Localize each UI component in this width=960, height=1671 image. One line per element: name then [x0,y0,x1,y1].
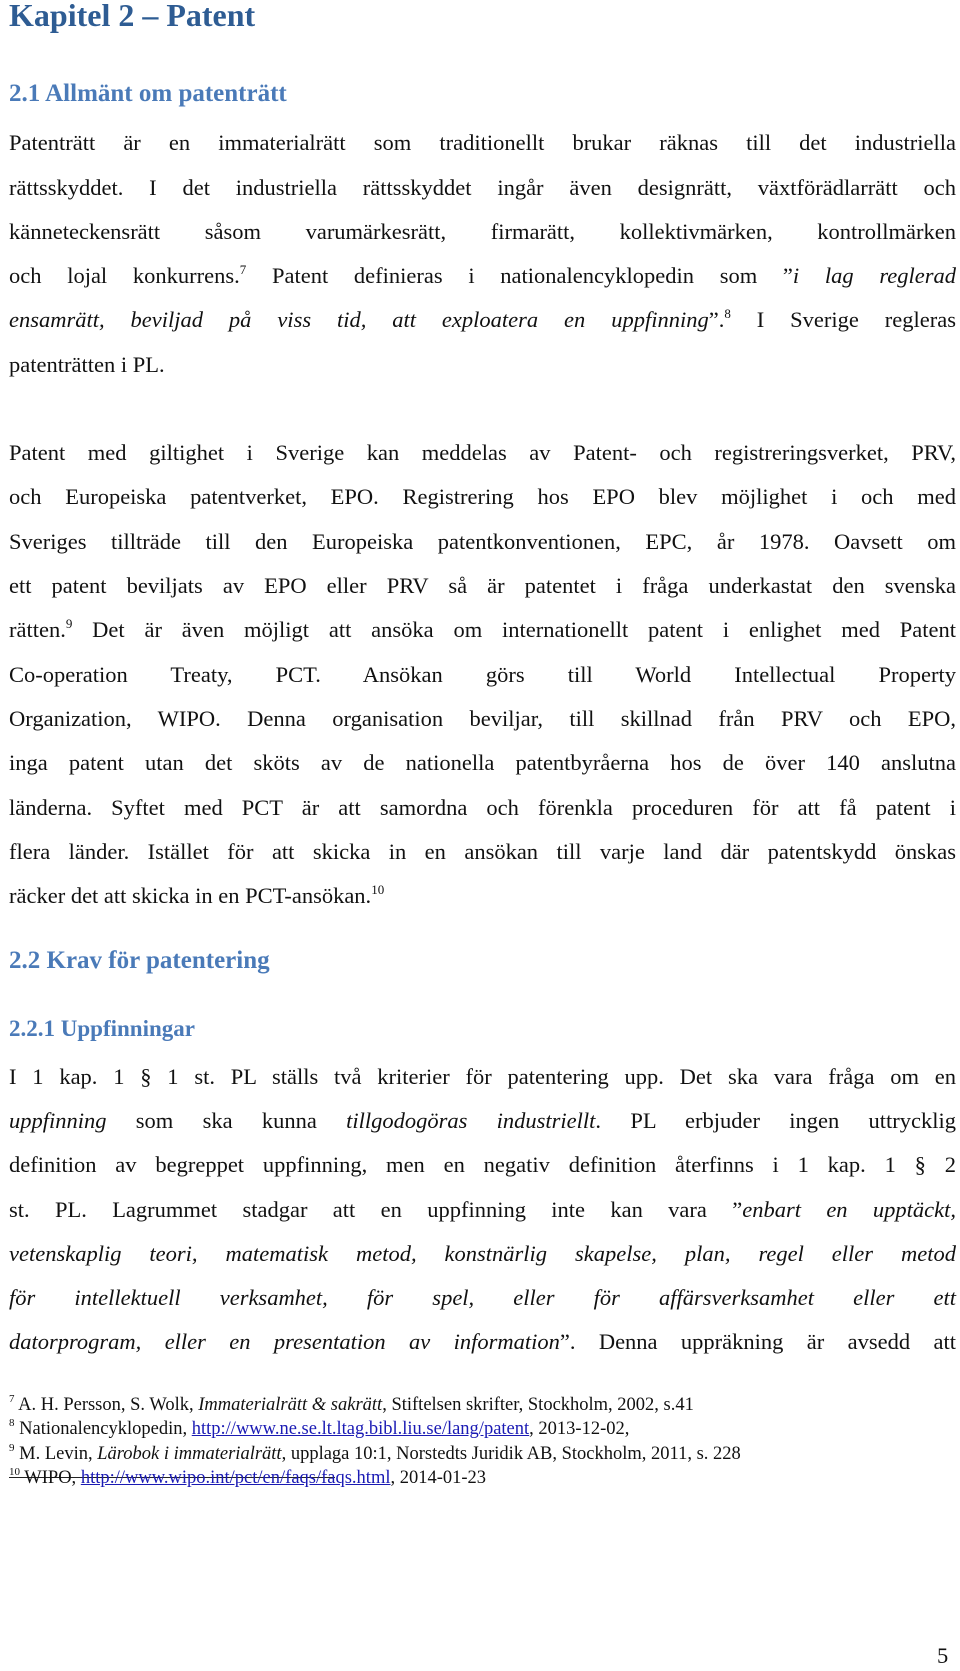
paragraph-line: Patenträtt är en immaterialrätt som traditionellt brukar räknas till det industriella [9,130,956,155]
paragraph-line: datorprogram, eller en presentation av information”. Denna uppräkning är avsedd att [9,1329,956,1354]
footnote-ref: 7 [239,262,247,277]
paragraph-line: räcker det att skicka in en PCT-ansökan.$^{10}$ [9,882,385,908]
section-heading-2-2: 2.2 Krav för patentering [9,947,270,974]
subsection-heading-2-2-1: 2.2.1 Uppfinningar [9,1016,195,1041]
paragraph-line: Co-operation Treaty, PCT. Ansökan görs till World Intellectual Property [9,662,956,687]
paragraph-line: vetenskaplig teori, matematisk metod, konstnärlig skapelse, plan, regel eller metod [9,1241,956,1266]
paragraph-line: rätten.$^9$ Det är även möjligt att ansöka om internationellt patent i enlighet med Patent [9,616,956,642]
paragraph-line: st. PL. Lagrummet stadgar att en uppfinning inte kan vara ”enbart en upptäckt, [9,1197,956,1222]
paragraph-line: Patent med giltighet i Sverige kan meddelas av Patent- och registreringsverket, PRV, [9,440,956,465]
paragraph-line: och lojal konkurrens.$^7$ Patent definieras i nationalencyklopedin som ”i lag reglerad [9,262,956,288]
footnote-9: $^9$ M. Levin, Lärobok i immaterialrätt, upplaga 10:1, Norstedts Juridik AB, Stockholm, 2011, s. 228 [9,1442,741,1464]
paragraph-line: och Europeiska patentverket, EPO. Registrering hos EPO blev möjlighet i och med [9,484,956,509]
paragraph-line: flera länder. Istället för att skicka in en ansökan till varje land där patentskydd önskas [9,839,956,864]
footnote-10: $^{10}$ WIPO, http://www.wipo.int/pct/en/faqs/faqs.html, 2014-01-23 [9,1466,487,1488]
paragraph-line: för intellektuell verksamhet, för spel, eller för affärsverksamhet eller ett [9,1285,956,1310]
paragraph-line: ensamrätt, beviljad på viss tid, att exploatera en uppfinning”.$^8$ I Sverige regleras [9,306,956,332]
paragraph-line: uppfinning som ska kunna tillgodogöras industriellt. PL erbjuder ingen uttrycklig [9,1108,956,1133]
paragraph-line: Organization, WIPO. Denna organisation beviljar, till skillnad från PRV och EPO, [9,706,956,731]
footnote-ref: 10 [371,882,385,897]
section-heading-2-1: 2.1 Allmänt om patenträtt [9,80,287,107]
paragraph-line: patenträtten i PL. [9,352,165,377]
page-number: 5 [937,1643,949,1668]
footnote-8: $^8$ Nationalencyklopedin, http://www.ne.se.lt.ltag.bibl.liu.se/lang/patent, 2013-12-02, [9,1417,630,1439]
footnote-10-link[interactable]: http://www.wipo.int/pct/en/faqs/faqs.html [80,1468,391,1488]
paragraph-line: inga patent utan det sköts av de nationella patentbyråerna hos de över 140 anslutna [9,750,956,775]
paragraph-line: känneteckensrätt såsom varumärkesrätt, firmarätt, kollektivmärken, kontrollmärken [9,219,956,244]
footnote-7: $^7$ A. H. Persson, S. Wolk, Immaterialrätt & sakrätt, Stiftelsen skrifter, Stockholm, 2002, s.41 [9,1393,694,1415]
footnote-ref: 9 [65,616,73,631]
paragraph-line: definition av begreppet uppfinning, men en negativ definition återfinns i 1 kap. 1 § 2 [9,1152,956,1177]
chapter-title: Kapitel 2 – Patent [9,0,256,33]
footnote-ref: 8 [724,306,731,321]
paragraph-line: Sveriges tillträde till den Europeiska patentkonventionen, EPC, år 1978. Oavsett om [9,529,956,554]
paragraph-line: länderna. Syftet med PCT är att samordna och förenkla proceduren för att få patent i [9,795,956,820]
paragraph-line: rättsskyddet. I det industriella rättsskyddet ingår även designrätt, växtförädlarrätt och [9,175,956,200]
paragraph-line: I 1 kap. 1 § 1 st. PL ställs två kriterier för patentering upp. Det ska vara fråga om en [9,1064,956,1089]
paragraph-line: ett patent beviljats av EPO eller PRV så är patentet i fråga underkastat den svenska [9,573,956,598]
footnote-8-link[interactable]: http://www.ne.se.lt.ltag.bibl.liu.se/lang/patent [191,1419,530,1439]
